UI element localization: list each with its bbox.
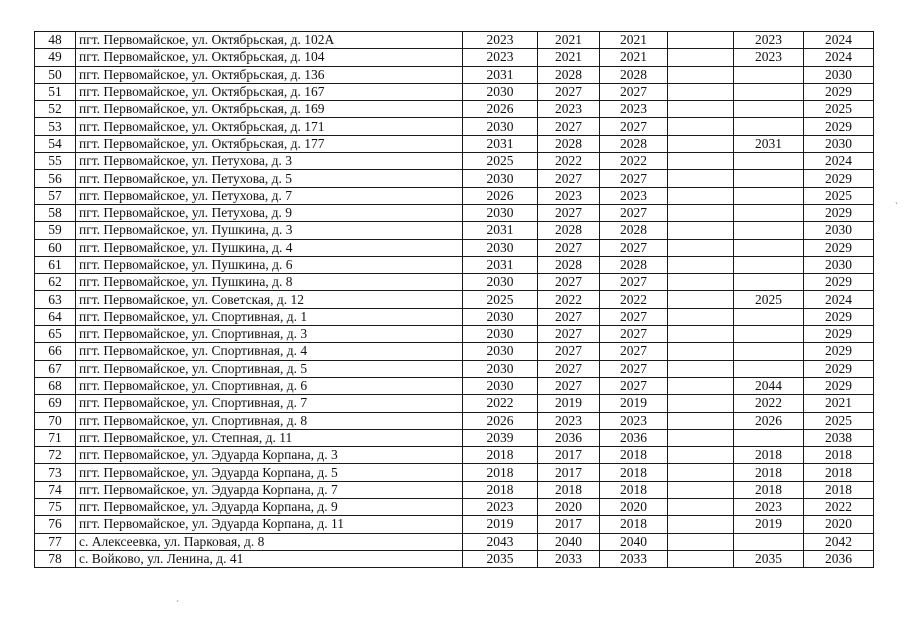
cell-year-6: 2029	[804, 239, 874, 256]
table-row	[35, 360, 874, 377]
cell-row-number: 52	[35, 101, 76, 118]
cell-year-4	[668, 326, 734, 343]
cell-year-6: 2029	[804, 343, 874, 360]
cell-year-4	[668, 256, 734, 273]
table-row	[35, 343, 874, 360]
cell-year-2: 2023	[538, 187, 600, 204]
cell-year-4	[668, 239, 734, 256]
cell-year-2: 2021	[538, 49, 600, 66]
cell-year-1: 2019	[463, 516, 538, 533]
cell-year-6: 2038	[804, 429, 874, 446]
cell-year-5	[734, 170, 804, 187]
cell-year-1: 2030	[463, 83, 538, 100]
cell-year-5	[734, 274, 804, 291]
cell-year-5: 2023	[734, 32, 804, 49]
cell-year-4	[668, 429, 734, 446]
table-row	[35, 412, 874, 429]
cell-year-3: 2027	[600, 239, 668, 256]
cell-address: пгт. Первомайское, ул. Октябрьская, д. 171	[76, 118, 463, 135]
cell-address: пгт. Первомайское, ул. Петухова, д. 3	[76, 153, 463, 170]
cell-address: пгт. Первомайское, ул. Петухова, д. 5	[76, 170, 463, 187]
cell-year-6: 2029	[804, 326, 874, 343]
cell-year-6: 2024	[804, 291, 874, 308]
cell-row-number: 71	[35, 429, 76, 446]
cell-year-2: 2023	[538, 412, 600, 429]
cell-year-6: 2024	[804, 153, 874, 170]
cell-year-2: 2027	[538, 274, 600, 291]
cell-year-6: 2018	[804, 481, 874, 498]
cell-year-4	[668, 135, 734, 152]
table-row	[35, 153, 874, 170]
cell-year-6: 2030	[804, 256, 874, 273]
cell-address: пгт. Первомайское, ул. Октябрьская, д. 136	[76, 66, 463, 83]
cell-year-5: 2019	[734, 516, 804, 533]
table-row	[35, 481, 874, 498]
cell-year-5	[734, 360, 804, 377]
cell-address: пгт. Первомайское, ул. Октябрьская, д. 167	[76, 83, 463, 100]
cell-address: пгт. Первомайское, ул. Петухова, д. 7	[76, 187, 463, 204]
cell-year-3: 2027	[600, 360, 668, 377]
cell-year-6: 2029	[804, 377, 874, 394]
cell-address: пгт. Первомайское, ул. Спортивная, д. 8	[76, 412, 463, 429]
cell-year-4	[668, 66, 734, 83]
cell-row-number: 48	[35, 32, 76, 49]
cell-address: пгт. Первомайское, ул. Спортивная, д. 6	[76, 377, 463, 394]
cell-year-3: 2027	[600, 83, 668, 100]
cell-year-2: 2028	[538, 222, 600, 239]
cell-year-1: 2031	[463, 135, 538, 152]
cell-year-2: 2027	[538, 343, 600, 360]
cell-year-3: 2040	[600, 533, 668, 550]
cell-year-4	[668, 499, 734, 516]
cell-address: пгт. Первомайское, ул. Эдуарда Корпана, д. 9	[76, 499, 463, 516]
cell-year-5: 2031	[734, 135, 804, 152]
cell-address: пгт. Первомайское, ул. Петухова, д. 9	[76, 204, 463, 221]
cell-year-1: 2030	[463, 118, 538, 135]
cell-year-3: 2021	[600, 32, 668, 49]
cell-year-4	[668, 83, 734, 100]
table-row	[35, 170, 874, 187]
cell-year-1: 2023	[463, 499, 538, 516]
cell-year-3: 2021	[600, 49, 668, 66]
cell-year-2: 2028	[538, 256, 600, 273]
scan-mark: `	[895, 201, 898, 211]
table-row	[35, 49, 874, 66]
cell-year-2: 2040	[538, 533, 600, 550]
cell-year-1: 2030	[463, 274, 538, 291]
cell-row-number: 65	[35, 326, 76, 343]
cell-year-1: 2030	[463, 308, 538, 325]
cell-year-1: 2025	[463, 153, 538, 170]
cell-year-1: 2030	[463, 360, 538, 377]
cell-year-5: 2025	[734, 291, 804, 308]
cell-year-1: 2030	[463, 326, 538, 343]
cell-year-4	[668, 49, 734, 66]
cell-year-5	[734, 343, 804, 360]
cell-address: пгт. Первомайское, ул. Пушкина, д. 6	[76, 256, 463, 273]
cell-year-6: 2029	[804, 308, 874, 325]
document-page	[34, 31, 873, 568]
cell-year-6: 2029	[804, 204, 874, 221]
cell-year-2: 2019	[538, 395, 600, 412]
cell-year-3: 2018	[600, 481, 668, 498]
cell-address: пгт. Первомайское, ул. Спортивная, д. 4	[76, 343, 463, 360]
cell-year-5	[734, 66, 804, 83]
cell-year-4	[668, 101, 734, 118]
cell-year-6: 2022	[804, 499, 874, 516]
cell-year-1: 2031	[463, 256, 538, 273]
cell-year-5	[734, 187, 804, 204]
table-row	[35, 83, 874, 100]
cell-year-4	[668, 481, 734, 498]
cell-address: пгт. Первомайское, ул. Советская, д. 12	[76, 291, 463, 308]
cell-row-number: 64	[35, 308, 76, 325]
table-row	[35, 308, 874, 325]
cell-year-4	[668, 550, 734, 567]
cell-year-5: 2035	[734, 550, 804, 567]
cell-year-5	[734, 256, 804, 273]
cell-row-number: 51	[35, 83, 76, 100]
cell-year-6: 2020	[804, 516, 874, 533]
cell-year-2: 2036	[538, 429, 600, 446]
cell-year-2: 2027	[538, 204, 600, 221]
table-row	[35, 326, 874, 343]
cell-year-3: 2028	[600, 135, 668, 152]
cell-year-5	[734, 533, 804, 550]
cell-year-2: 2027	[538, 326, 600, 343]
scan-mark: ´	[176, 599, 179, 609]
cell-year-5: 2018	[734, 464, 804, 481]
cell-row-number: 50	[35, 66, 76, 83]
table-row	[35, 516, 874, 533]
cell-year-4	[668, 222, 734, 239]
cell-year-1: 2022	[463, 395, 538, 412]
cell-year-5: 2022	[734, 395, 804, 412]
cell-year-6: 2029	[804, 360, 874, 377]
cell-year-2: 2017	[538, 447, 600, 464]
cell-year-4	[668, 153, 734, 170]
cell-address: пгт. Первомайское, ул. Эдуарда Корпана, д. 7	[76, 481, 463, 498]
cell-year-6: 2025	[804, 101, 874, 118]
cell-year-4	[668, 464, 734, 481]
table-row	[35, 499, 874, 516]
cell-year-3: 2023	[600, 101, 668, 118]
table-body	[35, 32, 874, 568]
cell-year-1: 2039	[463, 429, 538, 446]
cell-row-number: 75	[35, 499, 76, 516]
cell-year-2: 2027	[538, 308, 600, 325]
cell-row-number: 54	[35, 135, 76, 152]
cell-year-5: 2044	[734, 377, 804, 394]
table-row	[35, 291, 874, 308]
cell-year-1: 2031	[463, 66, 538, 83]
cell-year-5	[734, 118, 804, 135]
cell-year-3: 2027	[600, 118, 668, 135]
cell-year-3: 2018	[600, 464, 668, 481]
cell-row-number: 78	[35, 550, 76, 567]
cell-year-4	[668, 377, 734, 394]
cell-year-3: 2023	[600, 412, 668, 429]
cell-year-1: 2043	[463, 533, 538, 550]
cell-address: пгт. Первомайское, ул. Спортивная, д. 7	[76, 395, 463, 412]
table-row	[35, 135, 874, 152]
cell-address: пгт. Первомайское, ул. Октябрьская, д. 169	[76, 101, 463, 118]
cell-year-5: 2026	[734, 412, 804, 429]
table-row	[35, 395, 874, 412]
cell-year-3: 2036	[600, 429, 668, 446]
cell-row-number: 58	[35, 204, 76, 221]
cell-year-4	[668, 291, 734, 308]
cell-year-1: 2026	[463, 101, 538, 118]
cell-year-3: 2027	[600, 308, 668, 325]
table-row	[35, 464, 874, 481]
cell-address: пгт. Первомайское, ул. Пушкина, д. 4	[76, 239, 463, 256]
cell-year-1: 2031	[463, 222, 538, 239]
table-row	[35, 239, 874, 256]
table-row	[35, 222, 874, 239]
cell-year-1: 2018	[463, 481, 538, 498]
cell-year-3: 2027	[600, 343, 668, 360]
cell-row-number: 56	[35, 170, 76, 187]
cell-year-1: 2030	[463, 204, 538, 221]
cell-address: пгт. Первомайское, ул. Эдуарда Корпана, д. 5	[76, 464, 463, 481]
cell-year-3: 2028	[600, 222, 668, 239]
cell-year-6: 2029	[804, 274, 874, 291]
table-row	[35, 256, 874, 273]
cell-year-4	[668, 516, 734, 533]
cell-year-6: 2029	[804, 83, 874, 100]
cell-year-3: 2033	[600, 550, 668, 567]
cell-year-4	[668, 187, 734, 204]
cell-row-number: 62	[35, 274, 76, 291]
cell-year-6: 2021	[804, 395, 874, 412]
cell-address: пгт. Первомайское, ул. Эдуарда Корпана, д. 3	[76, 447, 463, 464]
cell-year-1: 2030	[463, 377, 538, 394]
cell-year-2: 2028	[538, 135, 600, 152]
cell-row-number: 73	[35, 464, 76, 481]
cell-year-3: 2027	[600, 377, 668, 394]
cell-row-number: 57	[35, 187, 76, 204]
table-row	[35, 274, 874, 291]
cell-address: с. Алексеевка, ул. Парковая, д. 8	[76, 533, 463, 550]
cell-year-3: 2027	[600, 204, 668, 221]
cell-year-2: 2018	[538, 481, 600, 498]
cell-year-2: 2027	[538, 360, 600, 377]
cell-year-4	[668, 204, 734, 221]
cell-year-3: 2027	[600, 326, 668, 343]
cell-year-5: 2018	[734, 481, 804, 498]
cell-address: пгт. Первомайское, ул. Спортивная, д. 5	[76, 360, 463, 377]
cell-year-3: 2023	[600, 187, 668, 204]
cell-address: пгт. Первомайское, ул. Пушкина, д. 8	[76, 274, 463, 291]
cell-year-2: 2022	[538, 153, 600, 170]
cell-year-5: 2023	[734, 499, 804, 516]
cell-year-5	[734, 101, 804, 118]
cell-row-number: 76	[35, 516, 76, 533]
cell-year-1: 2023	[463, 49, 538, 66]
cell-address: с. Войково, ул. Ленина, д. 41	[76, 550, 463, 567]
cell-year-6: 2036	[804, 550, 874, 567]
cell-row-number: 53	[35, 118, 76, 135]
cell-year-3: 2028	[600, 66, 668, 83]
cell-year-3: 2027	[600, 170, 668, 187]
cell-year-2: 2028	[538, 66, 600, 83]
cell-year-1: 2030	[463, 170, 538, 187]
cell-year-2: 2023	[538, 101, 600, 118]
table-row	[35, 118, 874, 135]
cell-year-1: 2030	[463, 239, 538, 256]
cell-year-3: 2019	[600, 395, 668, 412]
cell-year-3: 2022	[600, 153, 668, 170]
cell-year-4	[668, 412, 734, 429]
cell-year-5	[734, 429, 804, 446]
cell-year-5: 2023	[734, 49, 804, 66]
cell-address: пгт. Первомайское, ул. Эдуарда Корпана, д. 11	[76, 516, 463, 533]
cell-year-2: 2017	[538, 516, 600, 533]
cell-row-number: 59	[35, 222, 76, 239]
cell-year-6: 2025	[804, 412, 874, 429]
table-row	[35, 533, 874, 550]
cell-year-2: 2022	[538, 291, 600, 308]
table-row	[35, 187, 874, 204]
cell-year-3: 2020	[600, 499, 668, 516]
cell-year-2: 2027	[538, 118, 600, 135]
cell-year-6: 2029	[804, 170, 874, 187]
cell-row-number: 55	[35, 153, 76, 170]
cell-year-4	[668, 118, 734, 135]
table-row	[35, 447, 874, 464]
cell-row-number: 70	[35, 412, 76, 429]
cell-address: пгт. Первомайское, ул. Спортивная, д. 3	[76, 326, 463, 343]
cell-row-number: 68	[35, 377, 76, 394]
table-row	[35, 32, 874, 49]
cell-year-5: 2018	[734, 447, 804, 464]
cell-year-2: 2033	[538, 550, 600, 567]
cell-year-3: 2018	[600, 516, 668, 533]
cell-year-4	[668, 343, 734, 360]
cell-address: пгт. Первомайское, ул. Спортивная, д. 1	[76, 308, 463, 325]
cell-year-1: 2025	[463, 291, 538, 308]
cell-year-1: 2030	[463, 343, 538, 360]
cell-year-1: 2018	[463, 464, 538, 481]
cell-row-number: 61	[35, 256, 76, 273]
cell-year-2: 2017	[538, 464, 600, 481]
cell-year-6: 2030	[804, 222, 874, 239]
cell-year-6: 2024	[804, 32, 874, 49]
cell-year-4	[668, 360, 734, 377]
cell-year-6: 2029	[804, 118, 874, 135]
cell-year-1: 2026	[463, 187, 538, 204]
housing-schedule-table	[34, 31, 874, 568]
cell-year-2: 2027	[538, 377, 600, 394]
cell-year-4	[668, 274, 734, 291]
cell-row-number: 63	[35, 291, 76, 308]
cell-year-2: 2021	[538, 32, 600, 49]
cell-year-4	[668, 170, 734, 187]
cell-year-5	[734, 222, 804, 239]
cell-year-6: 2024	[804, 49, 874, 66]
cell-year-2: 2027	[538, 239, 600, 256]
cell-year-3: 2018	[600, 447, 668, 464]
cell-row-number: 72	[35, 447, 76, 464]
cell-row-number: 67	[35, 360, 76, 377]
cell-row-number: 77	[35, 533, 76, 550]
table-row	[35, 66, 874, 83]
cell-row-number: 49	[35, 49, 76, 66]
cell-year-6: 2030	[804, 66, 874, 83]
cell-year-3: 2028	[600, 256, 668, 273]
cell-year-3: 2022	[600, 291, 668, 308]
cell-year-4	[668, 533, 734, 550]
cell-address: пгт. Первомайское, ул. Октябрьская, д. 102А	[76, 32, 463, 49]
cell-address: пгт. Первомайское, ул. Пушкина, д. 3	[76, 222, 463, 239]
cell-year-6: 2030	[804, 135, 874, 152]
cell-year-6: 2018	[804, 464, 874, 481]
cell-year-5	[734, 204, 804, 221]
table-row	[35, 204, 874, 221]
cell-year-6: 2025	[804, 187, 874, 204]
cell-year-4	[668, 308, 734, 325]
cell-row-number: 74	[35, 481, 76, 498]
cell-address: пгт. Первомайское, ул. Степная, д. 11	[76, 429, 463, 446]
cell-address: пгт. Первомайское, ул. Октябрьская, д. 104	[76, 49, 463, 66]
cell-year-5	[734, 326, 804, 343]
cell-year-6: 2042	[804, 533, 874, 550]
cell-year-2: 2027	[538, 170, 600, 187]
cell-year-2: 2027	[538, 83, 600, 100]
cell-row-number: 69	[35, 395, 76, 412]
table-row	[35, 101, 874, 118]
cell-year-1: 2023	[463, 32, 538, 49]
table-row	[35, 429, 874, 446]
cell-year-6: 2018	[804, 447, 874, 464]
cell-address: пгт. Первомайское, ул. Октябрьская, д. 177	[76, 135, 463, 152]
cell-year-5	[734, 83, 804, 100]
cell-year-3: 2027	[600, 274, 668, 291]
cell-year-5	[734, 153, 804, 170]
cell-year-2: 2020	[538, 499, 600, 516]
cell-year-4	[668, 447, 734, 464]
cell-year-5	[734, 308, 804, 325]
table-row	[35, 550, 874, 567]
cell-year-1: 2026	[463, 412, 538, 429]
cell-year-4	[668, 32, 734, 49]
cell-row-number: 60	[35, 239, 76, 256]
cell-year-4	[668, 395, 734, 412]
cell-year-5	[734, 239, 804, 256]
cell-row-number: 66	[35, 343, 76, 360]
table-row	[35, 377, 874, 394]
cell-year-1: 2018	[463, 447, 538, 464]
cell-year-1: 2035	[463, 550, 538, 567]
